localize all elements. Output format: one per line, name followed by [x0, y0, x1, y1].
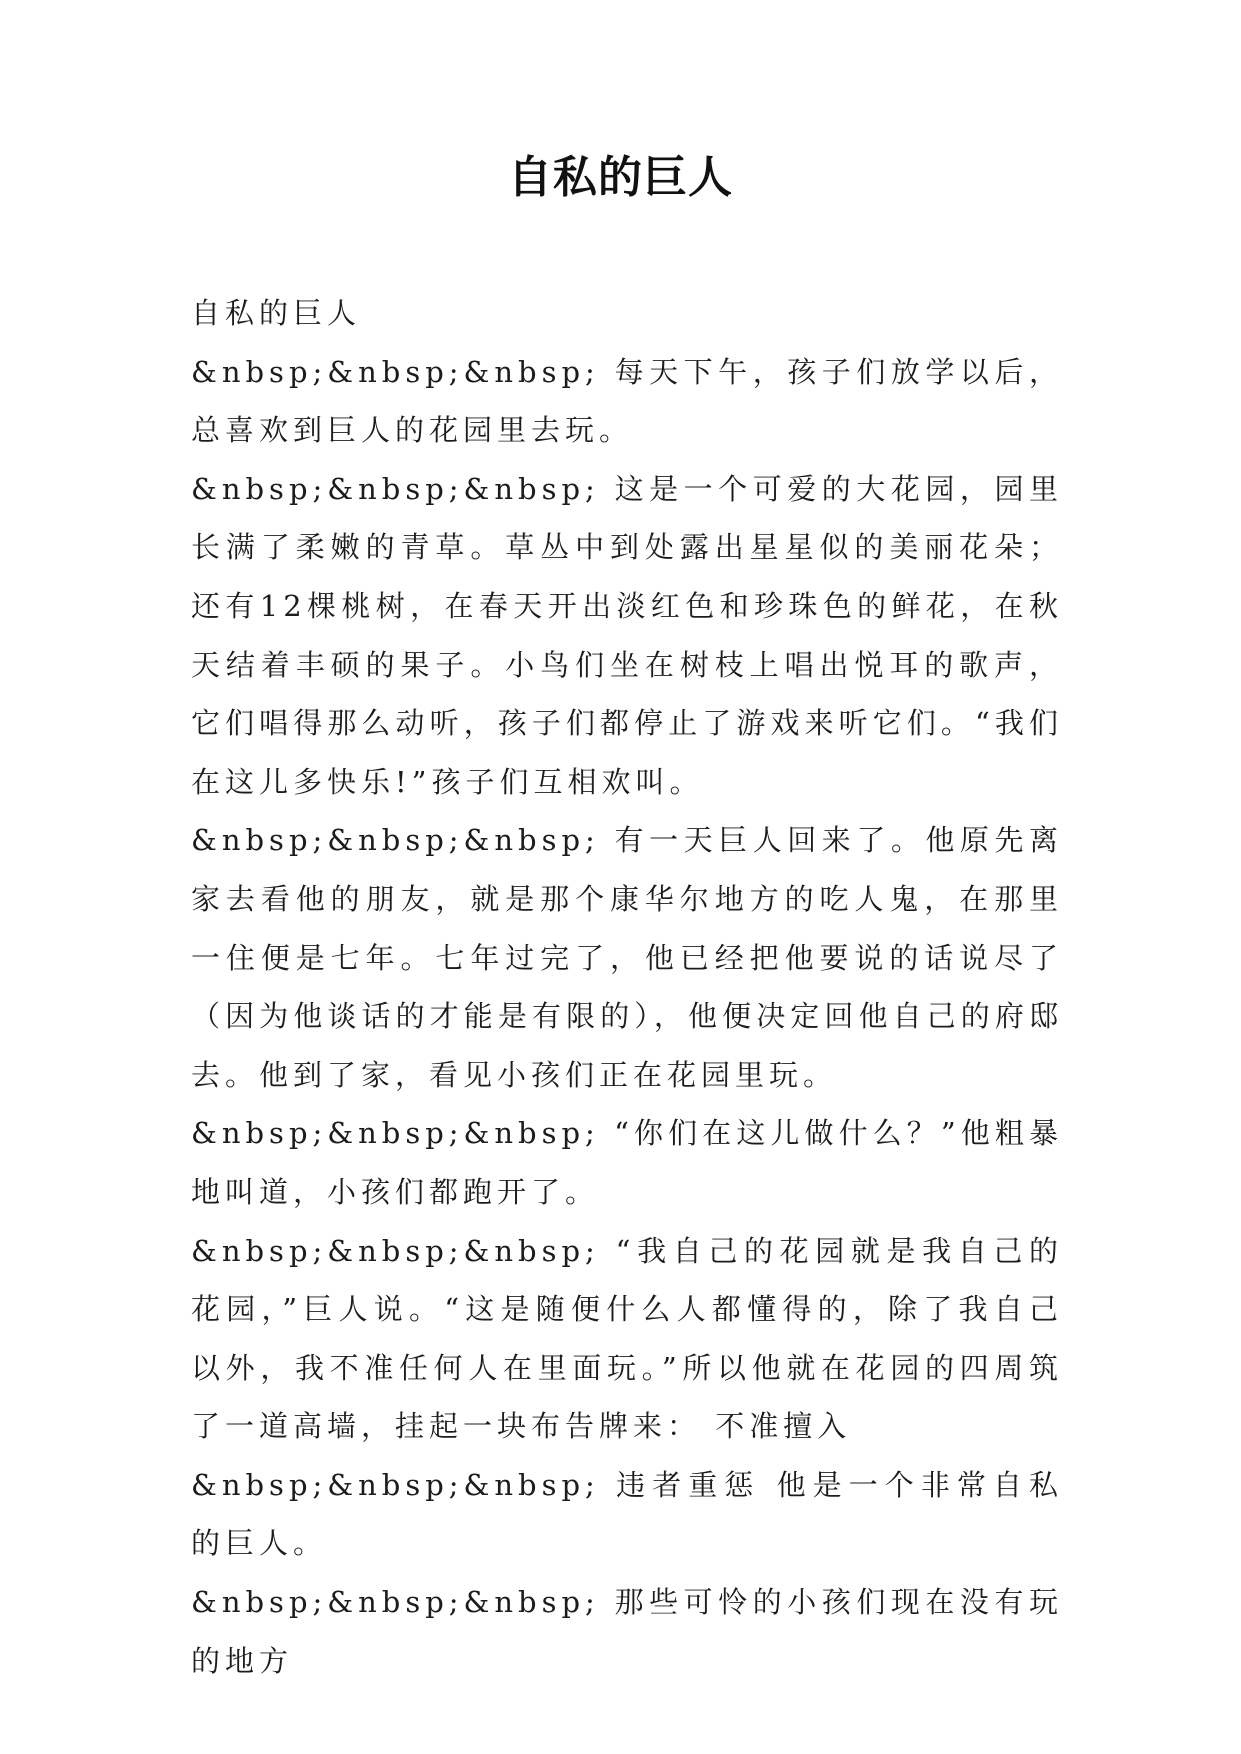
body-paragraph-heading: 自私的巨人 [191, 296, 362, 330]
document-title: 自私的巨人 [508, 152, 733, 203]
body-paragraph: &nbsp;&nbsp;&nbsp; 那些可怜的小孩们现在没有玩的地方 [191, 1585, 1063, 1678]
document-body [191, 284, 1063, 1690]
body-paragraph: &nbsp;&nbsp;&nbsp; 有一天巨人回来了。他原先离家去看他的朋友，就是那个康华尔地方的吃人鬼，在那里一住便是七年。七年过完了，他已经把他要说的话说尽了（因为他谈话的才能是有限的），他便决定回他自己的府邸去。他到了家，看见小孩们正在花园里玩。 [191, 823, 1063, 1092]
body-paragraph: &nbsp;&nbsp;&nbsp; “我自己的花园就是我自己的花园，”巨人说。“这是随便什么人都懂得的，除了我自己以外，我不准任何人在里面玩。”所以他就在花园的四周筑了一道高墙，挂起一块布告牌来： 不准擅入 [191, 1233, 1063, 1444]
body-paragraph: &nbsp;&nbsp;&nbsp; 违者重惩 他是一个非常自私的巨人。 [191, 1467, 1063, 1561]
body-paragraph: &nbsp;&nbsp;&nbsp; 每天下午，孩子们放学以后，总喜欢到巨人的花园里去玩。 [191, 354, 1063, 448]
body-paragraph: &nbsp;&nbsp;&nbsp; 这是一个可爱的大花园，园里长满了柔嫩的青草。草丛中到处露出星星似的美丽花朵；还有12棵桃树，在春天开出淡红色和珍珠色的鲜花，在秋天结着丰硕的果子。小鸟们坐在树枝上唱出悦耳的歌声，它们唱得那么动听，孩子们都停止了游戏来听它们。“我们在这儿多快乐!”孩子们互相欢叫。 [191, 471, 1063, 799]
body-paragraph: &nbsp;&nbsp;&nbsp; “你们在这儿做什么？”他粗暴地叫道，小孩们都跑开了。 [191, 1116, 1063, 1209]
